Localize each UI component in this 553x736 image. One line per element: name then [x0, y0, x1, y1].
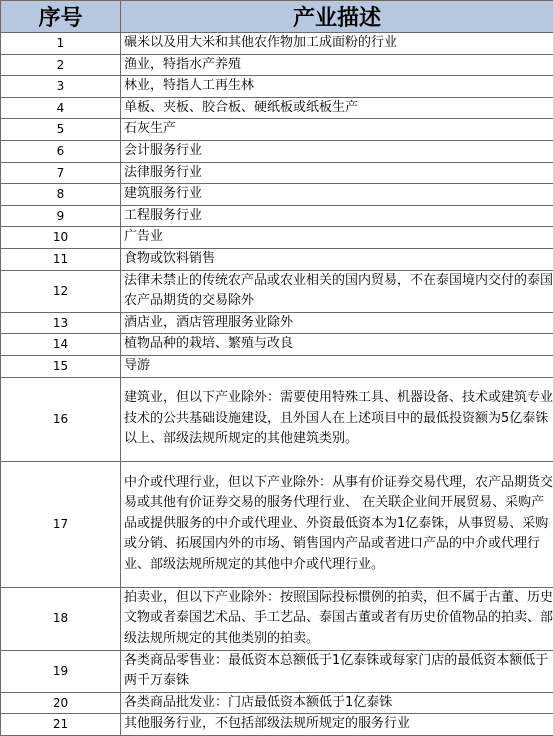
row-description: 各类商品零售业：最低资本总额低于1亿泰铢或每家门店的最低资本额低于两千万泰铢 [121, 650, 553, 692]
row-description: 导游 [121, 355, 553, 377]
row-number: 7 [1, 162, 121, 184]
row-description: 林业，特指人工再生林 [121, 76, 553, 98]
row-description: 各类商品批发业：门店最低资本额低于1亿泰铢 [121, 692, 553, 714]
row-number: 6 [1, 140, 121, 162]
row-number: 4 [1, 97, 121, 119]
table-row [1, 119, 553, 141]
row-description: 建筑服务行业 [121, 184, 553, 206]
row-description: 单板、夹板、胶合板、硬纸板或纸板生产 [121, 97, 553, 119]
column-header-description: 产业描述 [121, 1, 553, 33]
table-row [1, 184, 553, 206]
row-number: 1 [1, 33, 121, 55]
row-number: 15 [1, 355, 121, 377]
table-row [1, 587, 553, 650]
table-body [1, 33, 553, 736]
row-description: 建筑业，但以下产业除外：需要使用特殊工具、机器设备、技术或建筑专业技术的公共基础设施建设，且外国人在上述项目中的最低投资额为5亿泰铢以上、部级法规所规定的其他建筑类别。 [121, 377, 553, 461]
row-number: 19 [1, 650, 121, 692]
row-description: 中介或代理行业，但以下产业除外：从事有价证券交易代理，农产品期货交易或其他有价证券交易的服务代理行业、 在关联企业间开展贸易、采购产品或提供服务的中介或代理业、外资最低资本为1亿泰铢，从事贸易、采购或分销、拓展国内外的市场、销售国内产品或者进口产品的中介或代理行业、部级法规所规定的其他中介或代理行业。 [121, 461, 553, 587]
row-number: 3 [1, 76, 121, 98]
row-number: 12 [1, 270, 121, 312]
table-row [1, 54, 553, 76]
row-number: 2 [1, 54, 121, 76]
table-row [1, 334, 553, 356]
row-number: 9 [1, 205, 121, 227]
row-number: 21 [1, 714, 121, 736]
row-description: 工程服务行业 [121, 205, 553, 227]
row-description: 广告业 [121, 227, 553, 249]
table-row [1, 97, 553, 119]
table-row [1, 205, 553, 227]
table-row [1, 692, 553, 714]
row-number: 5 [1, 119, 121, 141]
row-description: 其他服务行业，不包括部级法规所规定的服务行业 [121, 714, 553, 736]
table-row [1, 227, 553, 249]
row-description: 拍卖业，但以下产业除外：按照国际投标惯例的拍卖，但不属于古董、历史文物或者泰国艺术品、手工艺品、泰国古董或者有历史价值物品的拍卖、部级法规所规定的其他类别的拍卖。 [121, 587, 553, 650]
row-description: 法律未禁止的传统农产品或农业相关的国内贸易，不在泰国境内交付的泰国农产品期货的交易除外 [121, 270, 553, 312]
row-number: 11 [1, 248, 121, 270]
row-description: 食物或饮料销售 [121, 248, 553, 270]
row-description: 会计服务行业 [121, 140, 553, 162]
row-number: 18 [1, 587, 121, 650]
row-description: 法律服务行业 [121, 162, 553, 184]
row-description: 植物品种的栽培、繁殖与改良 [121, 334, 553, 356]
row-number: 16 [1, 377, 121, 461]
table-row [1, 270, 553, 312]
table-row [1, 76, 553, 98]
table-row [1, 377, 553, 461]
table-row [1, 248, 553, 270]
table-row [1, 355, 553, 377]
table-row [1, 312, 553, 334]
table-row [1, 714, 553, 736]
table-row [1, 162, 553, 184]
table-header-row [1, 1, 553, 33]
row-number: 14 [1, 334, 121, 356]
row-number: 20 [1, 692, 121, 714]
table-row [1, 461, 553, 587]
row-number: 17 [1, 461, 121, 587]
row-number: 8 [1, 184, 121, 206]
row-description: 碾米以及用大米和其他农作物加工成面粉的行业 [121, 33, 553, 55]
column-header-number: 序号 [1, 1, 121, 33]
row-number: 13 [1, 312, 121, 334]
table-row [1, 650, 553, 692]
row-number: 10 [1, 227, 121, 249]
row-description: 渔业，特指水产养殖 [121, 54, 553, 76]
row-description: 石灰生产 [121, 119, 553, 141]
table-row [1, 140, 553, 162]
table-row [1, 33, 553, 55]
row-description: 酒店业，酒店管理服务业除外 [121, 312, 553, 334]
